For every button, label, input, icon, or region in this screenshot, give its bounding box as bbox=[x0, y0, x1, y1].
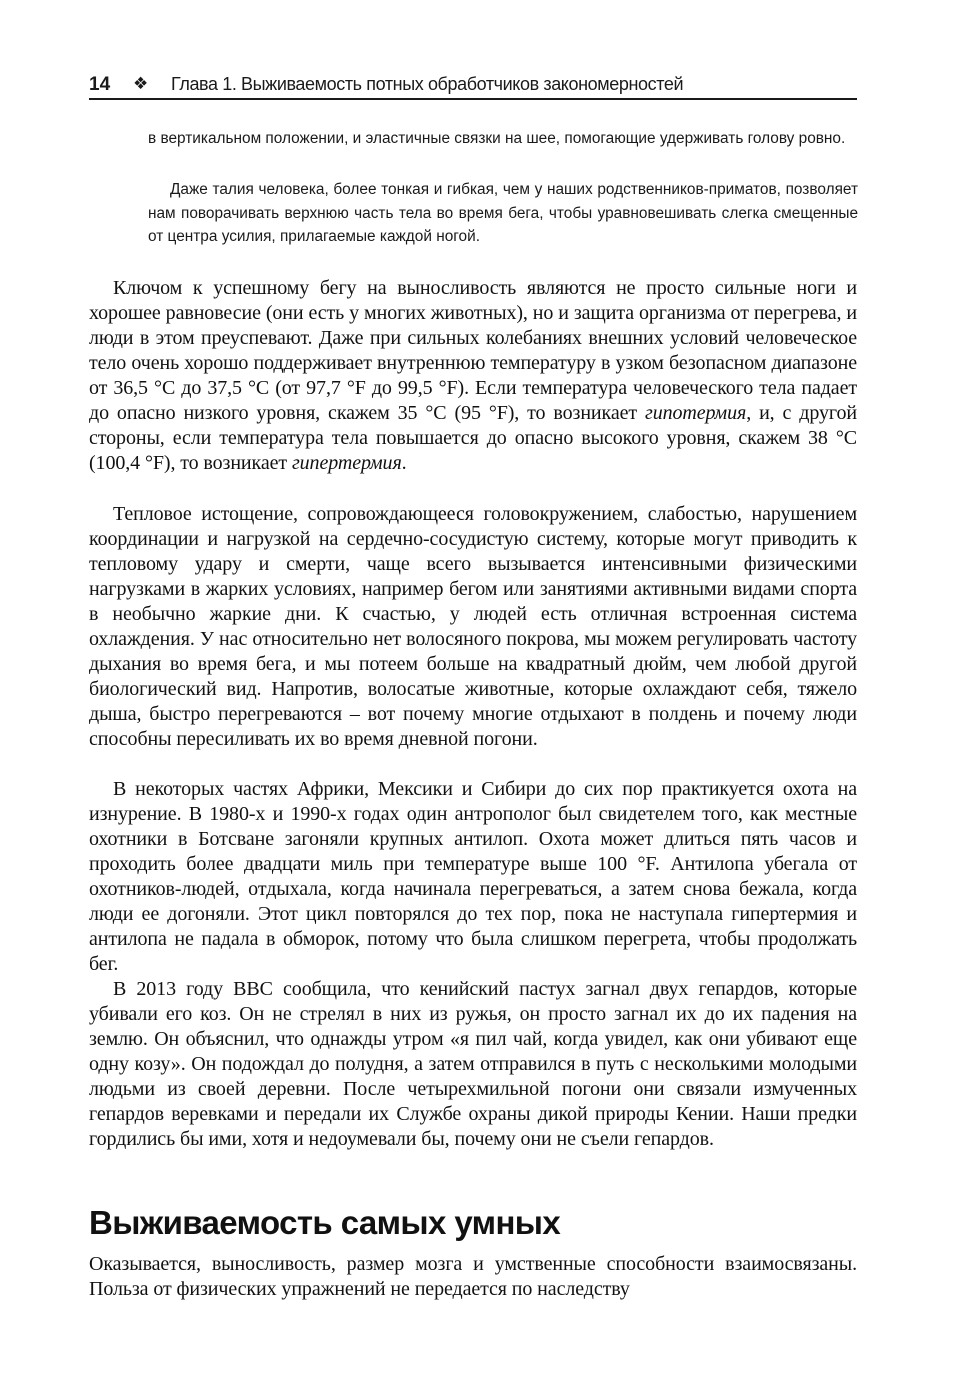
body-paragraph bbox=[89, 276, 857, 476]
italic-term: гипотермия bbox=[645, 402, 747, 424]
paragraph-text: , и, с другой стороны, если температура тела повышается до опасно высокого уровня, скажем 38 °C (100,4 °F), то возникает bbox=[89, 402, 857, 474]
paragraph-text: Оказывается, выносливость, размер мозга и умственные способности взаимосвязаны. Польза от физических упражнений не передается по наследству bbox=[89, 1253, 857, 1300]
paragraph-text: В 2013 году BBC сообщила, что кенийский пастух загнал двух гепардов, которые убивали его коз. Он не стрелял в них из ружья, он просто загнал их до их падения на землю. Он объяснил, что однажды утром «я пил чай, когда увидел, как они убивают еще одну козу». Он подождал до полудня, а затем отправился в путь с несколькими молодыми людьми из своей деревни. После четырехмильной погони они связали измученных гепардов веревками и передали их Службе охраны дикой природы Кении. Наши предки гордились бы ими, хотя и недоумевали бы, почему они не съели гепардов. bbox=[89, 978, 857, 1150]
paragraph-text: В некоторых частях Африки, Мексики и Сибири до сих пор практикуется охота на изнурение. В 1980-х и 1990-х годах один антрополог был свидетелем того, как местные охотники в Ботсване загоняли крупных антилоп. Охота может длиться пять часов и проходить более двадцати миль при температуре выше 100 °F. Антилопа убегала от охотников-людей, отдыхала, когда начинала перегреваться, а затем снова бежала, когда люди ее догоняли. Этот цикл повторялся до тех пор, пока не наступала гипертермия и антилопа не падала в обморок, потому что была слишком перегрета, чтобы продолжать бег. bbox=[89, 778, 857, 975]
running-header bbox=[89, 72, 857, 100]
section-heading: Выживаемость самых умных bbox=[89, 1204, 561, 1241]
sidebar-paragraph: Даже талия человека, более тонкая и гибкая, чем у наших родственников-приматов, позволяет нам поворачивать верхнюю часть тела во время бега, чтобы уравновешивать слегка смещенные от центра усилия, прилагаемые каждой ногой. bbox=[148, 181, 858, 245]
italic-term: гипертермия bbox=[291, 452, 402, 474]
paragraph-text: Тепловое истощение, сопровождающееся головокружением, слабостью, нарушением координации и нагрузкой на сердечно-сосудистую систему, которые могут приводить к тепловому удару и смерти, чаще всего вызывается интенсивными физическими нагрузками в жарких условиях, например бегом или занятиями активными видами спорта в необычно жаркие дни. К счастью, у людей есть отличная встроенная система охлаждения. У нас относительно нет волосяного покрова, мы можем регулировать частоту дыхания во время бега, и мы потеем больше на квадратный дюйм, чем любой другой биологический вид. Напротив, волосатые животные, которые охлаждают себя, тяжело дыша, быстро перегреваются – вот почему многие отдыхают в полдень и почему люди способны пересиливать их во время дневной погони. bbox=[89, 503, 857, 750]
paragraph-text: Ключом к успешному бегу на выносливость являются не просто сильные ноги и хорошее равновесие (они есть у многих животных), но и защита организма от перегрева, и люди в этом преуспевают. Даже при сильных колебаниях внешних условий человеческое тело очень хорошо поддерживает внутреннюю температуру в узком безопасном диапазоне от 36,5 °C до 37,5 °C (от 97,7 °F до 99,5 °F). Если температура человеческого тела падает до опасно низкого уровня, скажем 35 °C (95 °F), то возникает bbox=[89, 277, 857, 424]
body-paragraph bbox=[89, 977, 857, 1152]
body-paragraph bbox=[89, 1252, 857, 1302]
ornament-icon: ❖ bbox=[133, 74, 149, 93]
page-number: 14 bbox=[89, 74, 111, 95]
body-paragraph bbox=[89, 502, 857, 752]
sidebar-paragraph: в вертикальном положении, и эластичные связки на шее, помогающие удерживать голову ровно. bbox=[148, 130, 846, 147]
body-paragraph bbox=[89, 777, 857, 977]
chapter-title: Глава 1. Выживаемость потных обработчиков закономерностей bbox=[171, 74, 684, 94]
paragraph-text: . bbox=[401, 452, 407, 474]
